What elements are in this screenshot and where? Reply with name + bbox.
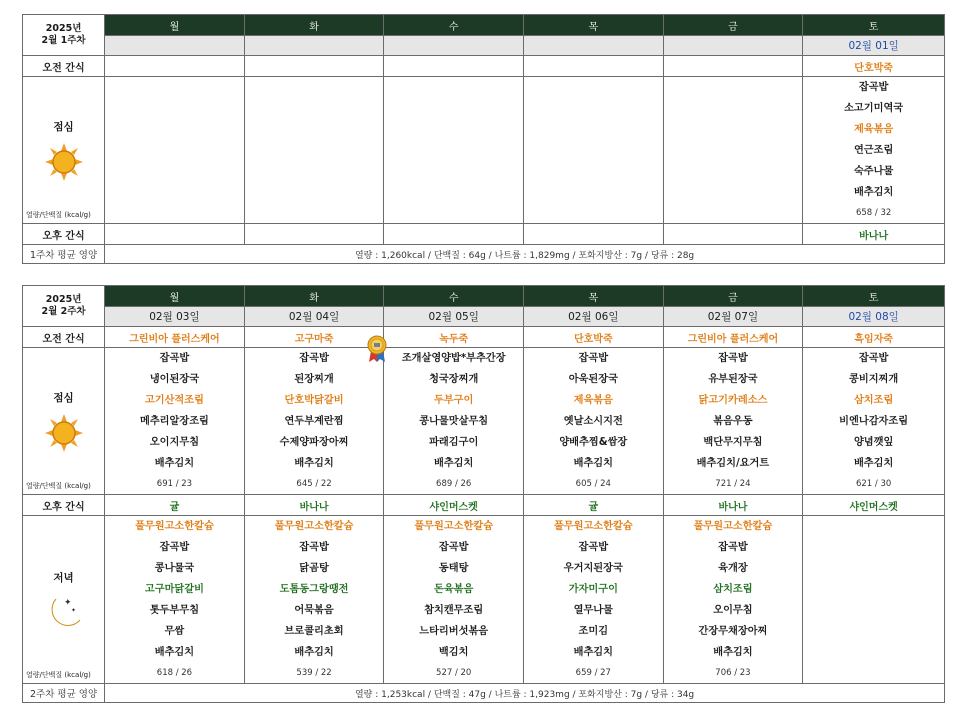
week1-pm-snack [384, 224, 524, 245]
moon-icon [44, 593, 84, 629]
week2-am-snack: 녹두죽 [384, 327, 524, 348]
kcal-value: 721 / 24 [715, 479, 751, 489]
menu-item: 아욱된장국 [568, 374, 618, 385]
week1-day-fri: 금 [663, 15, 803, 36]
week1-pm-snack [244, 224, 384, 245]
svg-text:✦: ✦ [70, 607, 76, 614]
week1-day-mon: 월 [105, 15, 245, 36]
week1-pm-snack-label: 오후 간식 [23, 224, 105, 245]
menu-item: 잡곡밥 [299, 542, 329, 553]
week2-week-header [23, 286, 105, 327]
week2-day-wed: 수 [384, 286, 524, 307]
week2-dinner-mon [105, 516, 245, 684]
menu-item: 잡곡밥 [858, 353, 889, 364]
menu-item: 도톰동그랑땡전 [279, 584, 349, 595]
week2-date-wed: 02월 05일 [384, 307, 524, 327]
week2-week: 2월 2주차 [41, 306, 86, 317]
kcal-value: 691 / 23 [156, 479, 193, 489]
week2-pm-snack: 바나나 [244, 495, 384, 516]
week2-pm-snack: 샤인머스켓 [384, 495, 524, 516]
week2-am-snack: 흑임자죽 [803, 327, 945, 348]
menu-item: 백단무지무침 [703, 437, 763, 448]
week1-am-snack-label: 오전 간식 [23, 56, 105, 77]
week2-date-thu: 02월 06일 [524, 307, 664, 327]
week2-am-snack: 그린비아 플러스케어 [663, 327, 803, 348]
week2-day-thu: 목 [524, 286, 664, 307]
week2-dinner-thu [524, 516, 664, 684]
week2-year: 2025년 [45, 294, 82, 305]
week1-am-snack [244, 56, 384, 77]
svg-text:✦: ✦ [63, 598, 72, 608]
week1-lunch-label [23, 77, 105, 224]
sun-icon [44, 413, 84, 453]
week2-am-snack: 그린비아 플러스케어 [105, 327, 245, 348]
week1-lunch-wed [384, 77, 524, 224]
week1-lunch-fri [663, 77, 803, 224]
week2-date-fri: 02월 07일 [663, 307, 803, 327]
menu-item: 브로콜리초회 [284, 626, 344, 637]
kcal-value: 527 / 20 [436, 668, 472, 678]
menu-item: 백김치 [438, 647, 469, 658]
menu-item: 느타리버섯볶음 [419, 626, 489, 637]
week1-am-snack [384, 56, 524, 77]
week1-pm-snack [663, 224, 803, 245]
week2-am-snack: 고구마죽 [244, 327, 384, 348]
week1-am-snack [105, 56, 245, 77]
menu-item: 배추김치 [573, 458, 613, 469]
week2-pm-snack-label: 오후 간식 [23, 495, 105, 516]
week1-week: 2월 1주차 [41, 35, 86, 46]
week2-dinner-fri [663, 516, 803, 684]
week2-lunch-tue [244, 348, 384, 495]
week1-week-header [23, 15, 105, 56]
week1-lunch-note: 열량/단백질 (kcal/g) [26, 211, 91, 219]
week1-day-sat: 토 [803, 15, 945, 36]
menu-item: 잡곡밥 [299, 353, 329, 364]
week1-avg-nutrition: 열량 : 1,260kcal / 단백질 : 64g / 나트륨 : 1,829mg / 포화지방산 : 7g / 당류 : 28g [105, 245, 945, 264]
week2-pm-snack: 귤 [105, 495, 245, 516]
menu-item: 메추리알장조림 [139, 416, 209, 427]
week1-date-sat: 02월 01일 [803, 36, 945, 56]
menu-item: 수제양파장아찌 [279, 437, 349, 448]
week2-lunch-note: 열량/단백질 (kcal/g) [26, 482, 91, 490]
menu-item: 동태탕 [438, 563, 469, 574]
menu-item: 잡곡밥 [858, 82, 889, 93]
week2-day-sat: 토 [803, 286, 945, 307]
week1-am-snack [524, 56, 664, 77]
menu-item: 콩나물맛살무침 [419, 416, 489, 427]
menu-item: 청국장찌개 [429, 374, 479, 385]
menu-item: 배추김치 [713, 647, 753, 658]
week2-dinner-label [23, 516, 105, 684]
week2-date-mon: 02월 03일 [105, 307, 245, 327]
menu-item: 제육볶음 [853, 124, 894, 135]
menu-item: 잡곡밥 [578, 353, 609, 364]
menu-item: 배추김치 [853, 458, 894, 469]
kcal-value: 605 / 24 [575, 479, 611, 489]
menu-item: 배추김치 [154, 458, 195, 469]
week1-date-tue [244, 36, 384, 56]
menu-item: 단호박닭갈비 [284, 395, 344, 406]
week1-day-tue: 화 [244, 15, 384, 36]
menu-item: 잡곡밥 [718, 353, 748, 364]
menu-item: 잡곡밥 [438, 542, 469, 553]
week1-lunch-tue [244, 77, 384, 224]
week2-am-snack: 단호박죽 [524, 327, 664, 348]
week2-lunch-fri [663, 348, 803, 495]
menu-item: 풀무원고소한칼슘 [693, 521, 773, 532]
week1-pm-snack: 바나나 [803, 224, 945, 245]
week1-date-wed [384, 36, 524, 56]
week1-day-thu: 목 [524, 15, 664, 36]
menu-item: 잡곡밥 [159, 353, 190, 364]
week2-lunch-wed [384, 348, 524, 495]
menu-item: 잡곡밥 [578, 542, 609, 553]
week2-avg-label: 2주차 평균 영양 [23, 684, 105, 703]
week1-lunch-sat [803, 77, 945, 224]
week1-lunch-thu [524, 77, 664, 224]
menu-item: 소고기미역국 [844, 103, 904, 114]
week1-date-mon [105, 36, 245, 56]
week2-menu-table [22, 285, 945, 703]
week2-day-tue: 화 [244, 286, 384, 307]
week2-pm-snack: 바나나 [663, 495, 803, 516]
award-medal-icon [366, 335, 388, 363]
kcal-value: 621 / 30 [855, 479, 892, 489]
week2-pm-snack: 샤인머스켓 [803, 495, 945, 516]
kcal-value: 539 / 22 [296, 668, 332, 678]
menu-item: 고기산적조림 [144, 395, 204, 406]
menu-item: 양배추찜&쌈장 [559, 437, 628, 448]
menu-item: 된장찌개 [294, 374, 334, 385]
menu-item: 볶음우동 [713, 416, 753, 427]
menu-item: 유부된장국 [708, 374, 758, 385]
week2-lunch-sat [803, 348, 945, 495]
week1-date-fri [663, 36, 803, 56]
menu-item: 콩비지찌개 [849, 374, 899, 385]
menu-item: 숙주나물 [853, 166, 894, 177]
menu-item: 삼치조림 [853, 395, 894, 406]
menu-item: 파래김구이 [429, 437, 479, 448]
menu-item: 간장무채장아찌 [698, 626, 768, 637]
week2-avg-nutrition: 열량 : 1,253kcal / 단백질 : 47g / 나트륨 : 1,923mg / 포화지방산 : 7g / 당류 : 34g [105, 684, 945, 703]
week2-pm-snack: 귤 [524, 495, 664, 516]
menu-item: 톳두부무침 [149, 605, 200, 616]
week2-day-mon: 월 [105, 286, 245, 307]
week1-day-wed: 수 [384, 15, 524, 36]
menu-item: 조개살영양밥*부추간장 [401, 353, 506, 364]
week2-dinner-note: 열량/단백질 (kcal/g) [26, 671, 91, 679]
week2-dinner-tue [244, 516, 384, 684]
menu-item: 배추김치 [294, 458, 334, 469]
menu-item: 배추김치 [434, 458, 474, 469]
week2-dinner-label-text: 저녁 [53, 572, 74, 584]
week2-lunch-thu [524, 348, 664, 495]
menu-item: 돈육볶음 [434, 584, 474, 595]
menu-item: 양념깻잎 [853, 437, 894, 448]
menu-item: 배추김치 [154, 647, 195, 658]
sun-icon [44, 142, 84, 182]
week1-am-snack: 단호박죽 [803, 56, 945, 77]
menu-item: 풀무원고소한칼슘 [414, 521, 494, 532]
menu-item: 어묵볶음 [294, 605, 334, 616]
week1-pm-snack [105, 224, 245, 245]
week1-menu-table [22, 14, 945, 264]
menu-item: 닭고기카레소스 [698, 395, 768, 406]
menu-item: 닭곰탕 [299, 563, 329, 574]
week1-lunch-mon [105, 77, 245, 224]
week2-date-sat: 02월 08일 [803, 307, 945, 327]
menu-item: 배추김치/요거트 [696, 458, 770, 469]
week1-date-thu [524, 36, 664, 56]
menu-item: 제육볶음 [573, 395, 613, 406]
menu-item: 육개장 [718, 563, 748, 574]
menu-item: 오이지무침 [149, 437, 200, 448]
week2-lunch-label-text: 점심 [53, 391, 74, 404]
menu-item: 풀무원고소한칼슘 [553, 521, 633, 532]
kcal-value: 689 / 26 [436, 479, 472, 489]
menu-item: 삼치조림 [713, 584, 753, 595]
menu-item: 비엔나감자조림 [839, 416, 909, 427]
week1-pm-snack [524, 224, 664, 245]
menu-item: 참치캔무조림 [424, 605, 484, 616]
kcal-value: 659 / 27 [575, 668, 611, 678]
menu-item: 연근조림 [853, 145, 894, 156]
menu-item: 가자미구이 [568, 584, 618, 595]
kcal-value: 645 / 22 [296, 479, 332, 489]
week1-lunch-label-text: 점심 [53, 120, 74, 133]
week2-date-tue: 02월 04일 [244, 307, 384, 327]
week2-dinner-sat [803, 516, 945, 684]
week1-year: 2025년 [45, 23, 82, 34]
menu-item: 배추김치 [853, 187, 894, 198]
week2-lunch-mon [105, 348, 245, 495]
menu-item: 옛날소시지전 [563, 416, 623, 427]
menu-item: 잡곡밥 [159, 542, 190, 553]
week1-avg-label: 1주차 평균 영양 [23, 245, 105, 264]
menu-item: 잡곡밥 [718, 542, 748, 553]
menu-item: 열무나물 [573, 605, 613, 616]
menu-item: 배추김치 [573, 647, 613, 658]
week2-day-fri: 금 [663, 286, 803, 307]
menu-item: 풀무원고소한칼슘 [274, 521, 354, 532]
week1-am-snack [663, 56, 803, 77]
week2-am-snack-label: 오전 간식 [23, 327, 105, 348]
menu-item: 조미김 [578, 626, 609, 637]
kcal-value: 618 / 26 [156, 668, 193, 678]
week2-dinner-wed [384, 516, 524, 684]
week2-lunch-label [23, 348, 105, 495]
menu-item: 우거지된장국 [563, 563, 623, 574]
menu-item: 콩나물국 [154, 563, 195, 574]
kcal-value: 658 / 32 [855, 208, 892, 218]
menu-item: 풀무원고소한칼슘 [135, 521, 214, 532]
menu-item: 두부구이 [434, 395, 474, 406]
menu-item: 고구마닭갈비 [144, 584, 204, 595]
menu-item: 냉이된장국 [149, 374, 200, 385]
menu-item: 무쌈 [164, 626, 185, 637]
kcal-value: 706 / 23 [715, 668, 751, 678]
menu-item: 오이무침 [713, 605, 753, 616]
menu-item: 배추김치 [294, 647, 334, 658]
menu-item: 연두부계란찜 [284, 416, 344, 427]
